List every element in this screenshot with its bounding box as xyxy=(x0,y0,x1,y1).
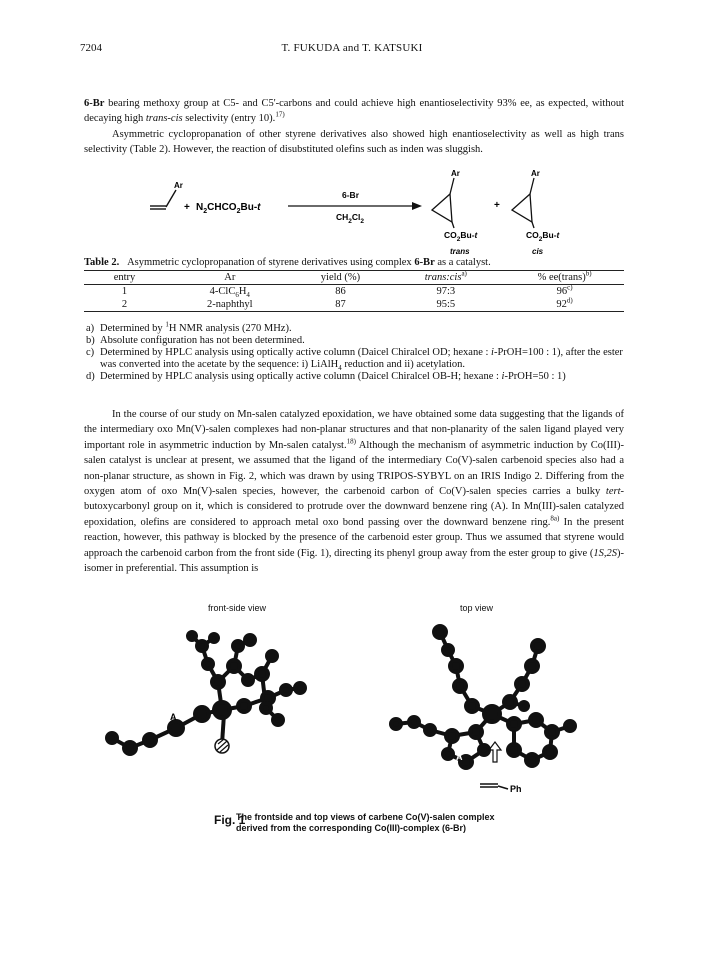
solvent-label: $CH_2Cl_2$ xyxy=(336,212,365,225)
page-number: 7204 xyxy=(80,42,102,54)
svg-text:+: + xyxy=(494,200,500,211)
svg-text:CO2Bu-t: $CO_2Bu-t$ xyxy=(526,230,560,243)
table-footnotes xyxy=(84,320,624,383)
catalyst-label: 6-Br xyxy=(342,190,360,200)
reaction-scheme xyxy=(120,160,600,260)
styrene-approach-icon xyxy=(480,784,508,789)
reference-sup: 17) xyxy=(275,110,285,119)
molecular-model-figure xyxy=(84,610,624,810)
svg-text:CO2Bu-t: $CO_2Bu-t$ xyxy=(444,230,478,243)
cis-label: cis xyxy=(532,247,544,256)
trans-label: trans xyxy=(450,247,470,256)
figure-caption: Fig. 1 The frontside and top views of carbene Co(V)-salen complex derived from the corresponding Co(III)-complex (6-Br) xyxy=(214,812,495,833)
reaction-arrow xyxy=(288,202,422,210)
running-title: T. FUKUDA and T. KATSUKI xyxy=(281,42,423,54)
column-header-ratio: trans:cis$^{a)}$ xyxy=(386,271,505,285)
table-row: 2 2-naphthyl 87 95:5 92$^{d)}$ xyxy=(84,298,624,312)
compound-label: 6-Br xyxy=(84,98,105,109)
svg-text:Ar: Ar xyxy=(531,169,540,178)
ring-a-label-top: A xyxy=(456,752,463,762)
top-view-model xyxy=(391,626,575,768)
table-row: 1 $4-ClC_6H_4$ 86 97:3 96$^{c)}$ xyxy=(121,283,573,300)
svg-text:Ar: Ar xyxy=(451,169,460,178)
front-view-label: front-side view xyxy=(208,603,267,613)
footnote-b: b) Absolute configuration has not been determined. xyxy=(86,335,305,346)
table-header-row xyxy=(84,271,624,285)
ar-label: Ar xyxy=(174,181,183,190)
results-table xyxy=(84,270,624,312)
styrene-structure xyxy=(150,181,183,209)
ring-a-label-front: A xyxy=(170,712,177,722)
page-header xyxy=(80,42,624,58)
footnote-d: d) Determined by HPLC analysis using optically active column (Daicel Chiralcel OB-H; hexane : i-PrOH=50 : 1) xyxy=(86,371,566,382)
paragraph-3: In the course of our study on Mn-salen catalyzed epoxidation, we have obtained some data suggesting that the ligands of the intermediary oxo Mn(V)-salen complexes had non-planar structures and that non-planarity of the salen ligand played very important role in asymmetric induction by Mn-salen catalyst.$^{18)}$ Although the mechanism of asymmetric induction by Co(III)-salen catalyst is unclear at present, we assumed that the ligand of the intermediary Co(V)-salen carbenoid species also had a non-planar structure, as shown in Fig. 2, which was drawn by using TRIPOS-SYBYL on an IRIS Indigo 2. Differing from the oxygen atom of oxo Mn(V)-salen species, however, the carbenoid carbon of Co(V)-salen species carries a bulky tert-butoxycarbonyl group on it, which is considered to protrude over the downward benzene ring (A). In Mn(III)-salen catalyzed epoxidation, olefins are considered to approach metal oxo bond passing over the downward benzene ring.$^{8a)}$ In the present reaction, however, this pathway is blocked by the presence of the carbenoid ester group. Thus we assumed that styrene would approach the carbenoid carbon from the front side (Fig. 1), directing its phenyl group away from the ester group to give (1S,2S)-isomer in preferential. This assumption is xyxy=(84,409,624,575)
diazo-reagent: $N_2CHCO_2Bu-t$ xyxy=(196,202,261,215)
column-header-ar: Ar xyxy=(165,271,295,285)
front-side-view-model xyxy=(107,632,305,754)
column-header-entry: entry xyxy=(84,271,165,285)
paragraph-1: 6-Br bearing methoxy group at C5- and C5'-carbons and could achieve high enantioselectivity 93% ee, as expected, without decaying high trans-cis selectivity (entry 10).$^{17)}$ xyxy=(84,98,624,125)
footnote-a: a) Determined by $^1$H NMR analysis (270 MHz). xyxy=(86,320,292,334)
figure-number: Fig. 1 xyxy=(214,813,246,827)
svg-text:+: + xyxy=(184,202,190,213)
paragraph-2: Asymmetric cyclopropanation of other styrene derivatives also showed high enantioselectivity as well as high trans selectivity (Table 2). However, the reaction of disubstituted olefins such as inden was sluggish. xyxy=(84,129,624,156)
top-view-label: top view xyxy=(460,603,494,613)
column-header-yield: yield (%) xyxy=(295,271,387,285)
cis-product-structure xyxy=(512,169,561,256)
table-caption: Table 2. Asymmetric cyclopropanation of styrene derivatives using complex 6-Br as a catalyst. xyxy=(84,257,491,268)
footnote-c: c) Determined by HPLC analysis using optically active column (Daicel Chiralcel OD; hexane : i-PrOH=100 : 1), after the ester was converted into the acetate by the sequence: i) LiAlH$_4$ reduction and ii) acetylation. xyxy=(86,347,623,373)
trans-product-structure xyxy=(432,169,479,256)
approach-arrow-icon xyxy=(489,742,501,762)
column-header-ee: % ee(trans)$^{b)}$ xyxy=(505,271,624,285)
phenyl-label: Ph xyxy=(510,784,522,794)
